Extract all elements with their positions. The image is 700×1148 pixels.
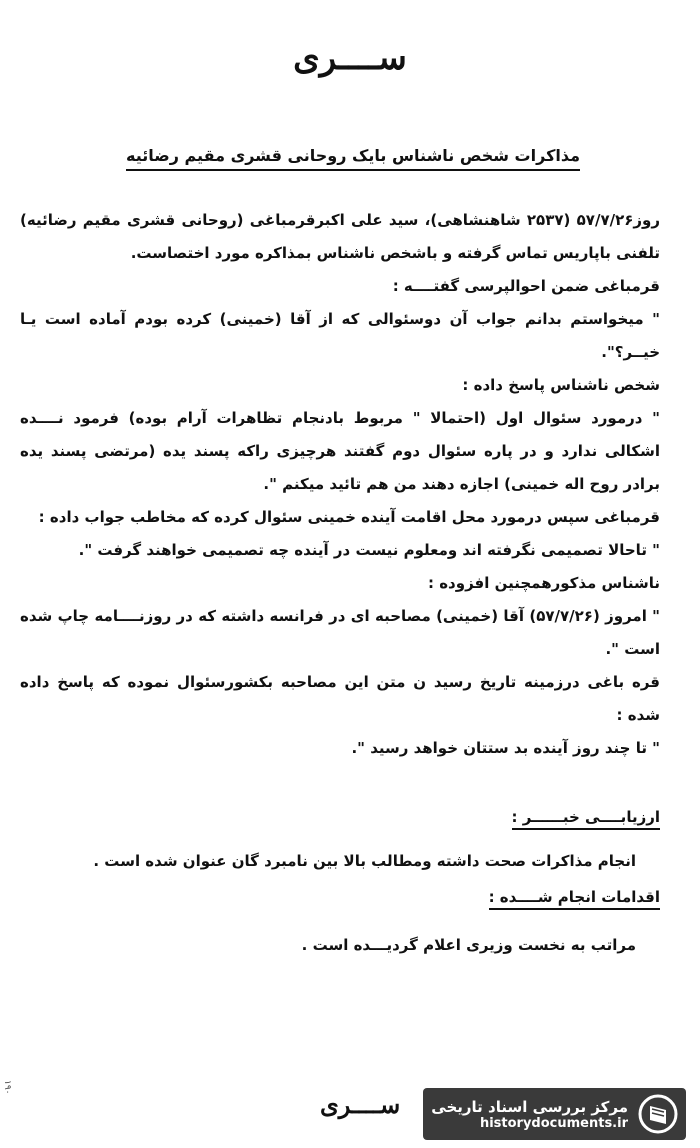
body-paragraph-6: قرمباغی سپس درمورد محل اقامت آینده خمینی سئوال کرده که مخاطب جواب داده : [38,508,660,526]
document-title: مذاکرات شخص ناشناس بایک روحانی قشری مقیم رضائیه [126,146,580,171]
body-paragraph-4: شخص ناشناس پاسخ داده : [462,376,660,394]
watermark-text [431,1098,628,1131]
evaluation-label: ارزیابــــی خبــــــر : [512,808,660,830]
actions-text: مراتب به نخست وزیری اعلام گردیـــده است . [301,936,636,954]
body-paragraph-11: " تا چند روز آینده بد ستتان خواهد رسید ". [351,739,660,757]
classification-heading: ســــری [293,38,407,78]
body-paragraph-3: " میخواستم بدانم جواب آن دوسئوالی که از آقا (خمینی) کرده بودم آماده است یـا خیــر؟". [20,310,660,361]
actions-label: اقدامات انجام شــــده : [489,888,660,910]
footer-classification: ســــری [320,1090,401,1119]
body-paragraph-5: " درمورد سئوال اول (احتمالا " مربوط بادنجام تظاهرات آرام بوده) فرمود نــــده اشکالی ندارد و در پاره سئوال دوم گفتند هرچیزی راکه پسند یده (مرتضی پسند یده برادر روح اله خمینی) اجازه دهند من هم تائید میکنم ". [20,409,660,493]
body-paragraph-8: ناشناس مذکورهمچنین افزوده : [427,574,660,592]
body-paragraph-1: روز۵۷/۷/۲۶ (۲۵۳۷ شاهنشاهی)، سید علی اکبرقرمباغی (روحانی قشری مقیم رضائیه) تلفنی باپاریس تماس گرفته و باشخص ناشناس بمذاکره مورد اختصاست. [20,211,660,262]
watermark-org-name: مرکز بررسی اسناد تاریخی [431,1097,628,1116]
body-paragraph-9: " امروز (۵۷/۷/۲۶) آقا (خمینی) مصاحبه ای در فرانسه داشته که در روزنــــامه چاپ شده است ". [20,607,660,658]
document-body [20,204,660,765]
archive-logo-icon [638,1094,678,1134]
body-paragraph-2: قرمباغی ضمن احوالپرسی گفتــــه : [392,277,660,295]
edge-mark: ۱۹۰ [2,1080,12,1095]
watermark-url: historydocuments.ir [479,1115,628,1131]
evaluation-text: انجام مذاکرات صحت داشته ومطالب بالا بین نامبرد گان عنوان شده است . [93,852,636,870]
body-paragraph-10: قره باغی درزمینه تاریخ رسید ن متن این مصاحبه بکشورسئوال نموده که پاسخ داده شده : [20,673,660,724]
body-paragraph-7: " تاحالا تصمیمی نگرفته اند ومعلوم نیست در آینده چه تصمیمی خواهند گرفت ". [78,541,660,559]
watermark [423,1088,686,1140]
